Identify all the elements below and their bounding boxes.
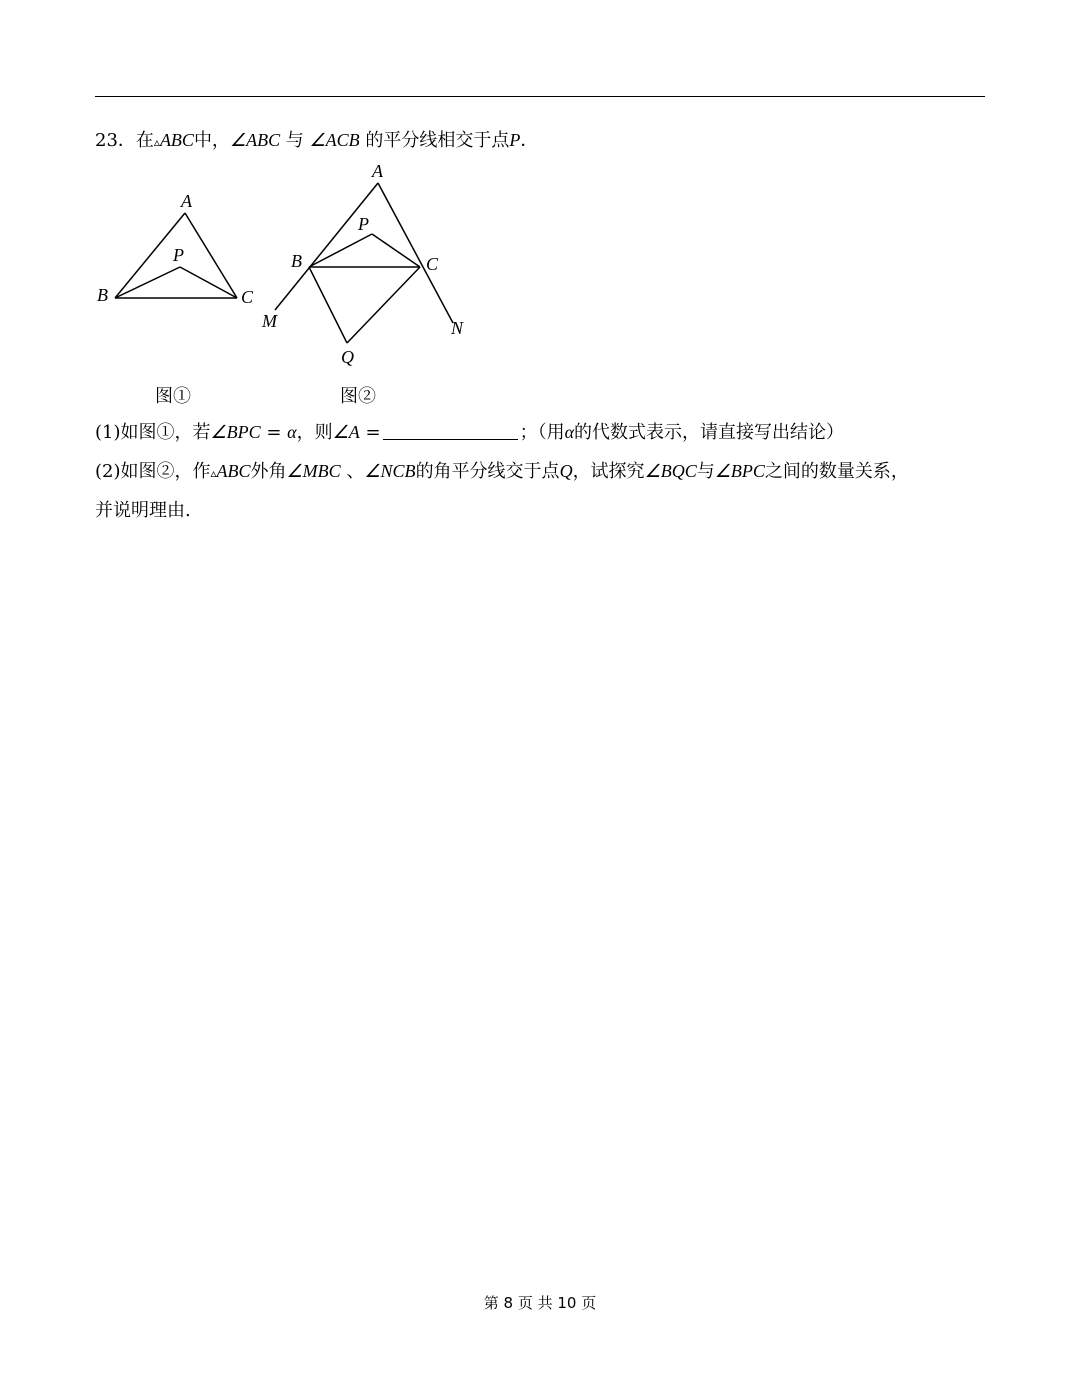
question-stem: 23．在▵ABC中，∠ABC 与 ∠ACB 的平分线相交于点P．	[95, 130, 539, 151]
part-2-question-continued: 并说明理由.	[95, 500, 191, 521]
fig1-label-c: C	[241, 287, 254, 307]
triangle-symbol: ▵	[153, 135, 160, 149]
fig2-label-p: P	[358, 214, 369, 234]
part-2-question: (2)如图②，作▵ABC外角∠MBC 、∠NCB的角平分线交于点Q，试探究∠BQC与∠BPC之间的数量关系，	[95, 461, 909, 482]
fig1-label-p: P	[173, 245, 184, 265]
fig2-label-q: Q	[341, 347, 354, 367]
fig2-label-m: M	[262, 311, 277, 331]
fig2-label-b: B	[291, 251, 302, 271]
question-number: 23．	[95, 130, 136, 151]
page-footer: 第 8 页 共 10 页	[483, 1294, 597, 1312]
answer-blank[interactable]	[383, 421, 518, 440]
geometry-figures	[0, 0, 1080, 380]
part-1-question: (1)如图①，若∠BPC = α，则∠A = ；（用α的代数式表示，请直接写出结论）	[95, 422, 845, 443]
fig1-label-b: B	[97, 285, 108, 305]
figure-1-caption: 图①	[155, 386, 191, 407]
fig1-label-a: A	[181, 191, 192, 211]
triangle-symbol: ▵	[210, 466, 217, 480]
fig2-label-n: N	[451, 318, 464, 338]
figure-2-caption: 图②	[340, 386, 376, 407]
fig2-label-a: A	[372, 161, 383, 181]
fig2-label-c: C	[426, 254, 439, 274]
